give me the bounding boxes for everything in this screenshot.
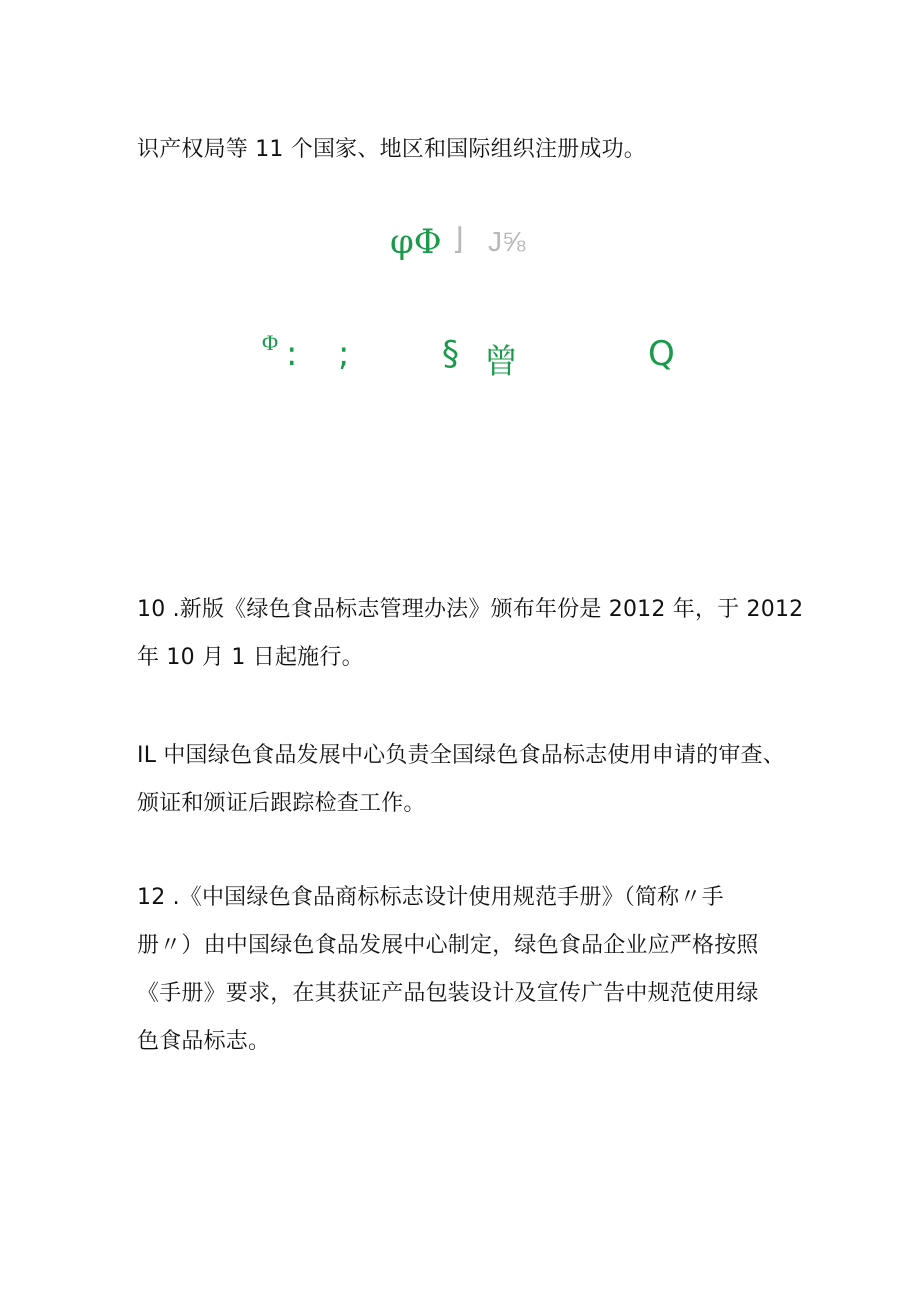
logo-phi-glyphs: φΦ	[390, 222, 442, 262]
text-line: IL 中国绿色食品发展中心负责全国绿色食品标志使用申请的审查、	[137, 743, 785, 768]
logo-zeng-glyph: 曾	[484, 342, 518, 382]
paragraph-item-11	[137, 732, 817, 828]
text-line: 12 .《中国绿色食品商标标志设计使用规范手册》（简称〃手	[137, 885, 724, 910]
paragraph-item-12	[137, 874, 817, 1066]
logo-row-1	[0, 222, 920, 272]
logo-small-phi: Φ	[262, 330, 279, 355]
text-line: 识产权局等 11 个国家、地区和国际组织注册成功。	[137, 137, 646, 162]
logo-colon: :	[286, 334, 298, 374]
logo-q-glyph: Q	[648, 334, 675, 374]
text-line: 10 .新版《绿色食品标志管理办法》颁布年份是 2012 年，于 2012	[137, 597, 804, 622]
logo-bar-glyph: ⌋	[452, 223, 464, 256]
logo-tail-glyphs: J⅝	[488, 226, 526, 257]
logo-row-2	[0, 330, 920, 380]
text-line: 册〃）由中国绿色食品发展中心制定，绿色食品企业应严格按照	[137, 933, 759, 958]
text-line: 《手册》要求，在其获证产品包装设计及宣传广告中规范使用绿	[137, 981, 759, 1006]
text-line: 色食品标志。	[137, 1029, 271, 1054]
paragraph-item-10	[137, 586, 817, 682]
text-line: 颁证和颁证后跟踪检查工作。	[137, 791, 426, 816]
text-line: 年 10 月 1 日起施行。	[137, 645, 364, 670]
logo-semicolon: ;	[338, 334, 350, 374]
logo-section-sign: §	[442, 334, 459, 374]
paragraph-registration	[137, 126, 817, 174]
